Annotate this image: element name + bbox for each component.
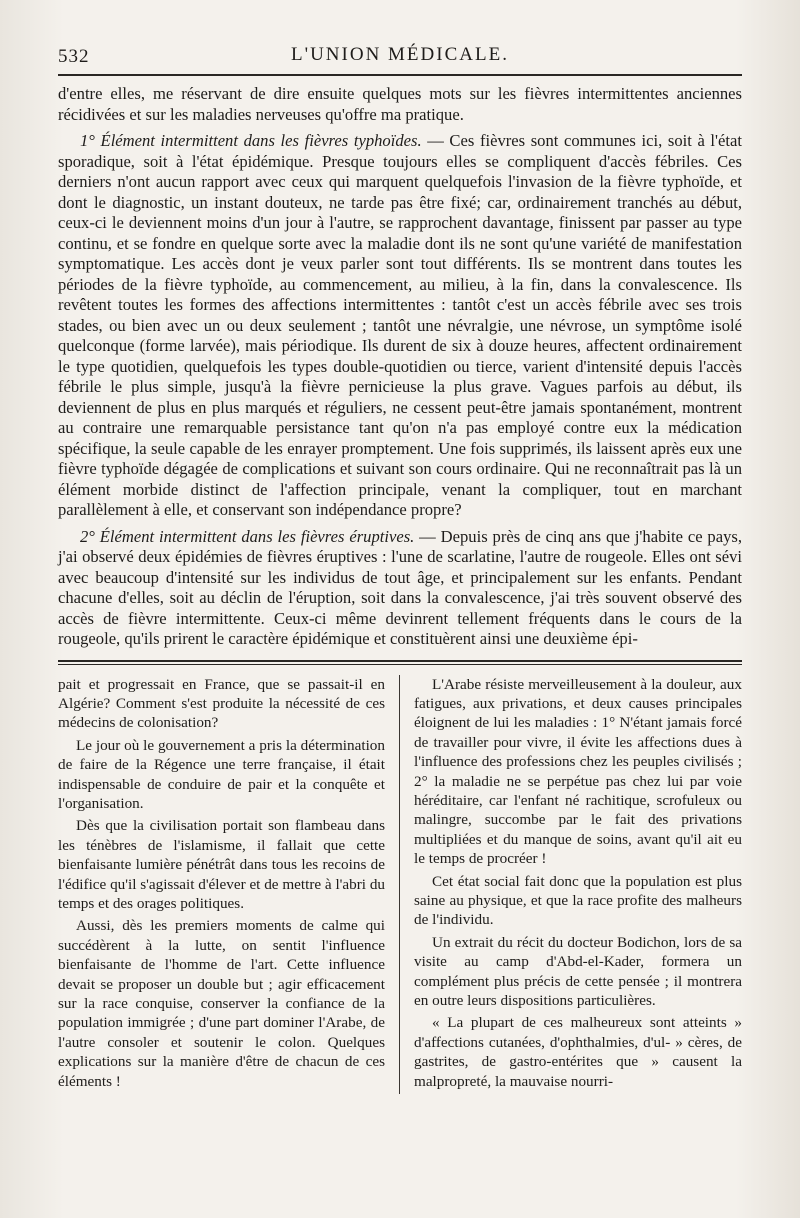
main-article <box>58 84 742 650</box>
section-heading-eruptive: 2° Élément intermittent dans les fièvres éruptives. <box>80 526 415 546</box>
feuilleton-divider <box>58 660 742 665</box>
feuilleton-left-paragraph: Aussi, dès les premiers moments de calme qui succédèrent à la lutte, on sentit l'influence bienfaisante de l'homme de l'art. Cette influence devait se proposer un double but ; agir efficacement sur la race conquise, conserver la confiance de la population immigrée ; d'une part dominer l'Arabe, de l'autre consoler et soutenir le colon. Quelques explications sur la manière d'être de chacun de ces éléments ! <box>58 917 385 1090</box>
feuilleton-quote: « La plupart de ces malheureux sont atteints » d'affections cutanées, d'ophthalmies, d'ul- » cères, de gastrites, de gastro-entérites que » causent la malpropreté, la mauvaise nourri- <box>414 1014 742 1090</box>
feuilleton-right-paragraph: Cet état social fait donc que la population est plus saine au physique, et que la race profite des malheurs de l'individu. <box>414 872 742 929</box>
feuilleton-left-paragraph: Dès que la civilisation portait son flambeau dans les ténèbres de l'islamisme, il fallait que cette bienfaisante lumière pénétrât dans tous les recoins de l'édifice qu'il s'agissait d'élever et de mettre à l'abri du temps et des orages politiques. <box>58 817 386 912</box>
journal-title: L'UNION MÉDICALE. <box>291 44 509 65</box>
paragraph-intro: d'entre elles, me réservant de dire ensuite quelques mots sur les fièvres intermittentes anciennes récidivées et sur les maladies nerveuses qu'offre ma pratique. <box>58 84 742 124</box>
section-body-typhoid: — Ces fièvres sont communes ici, soit à l'état sporadique, soit à l'état épidémique. Presque toujours elles se compliquent d'accès fébriles. Ces derniers n'ont aucun rapport avec ceux qui marquent quelquefois l'invasion de la fièvre typhoïde, et dont le diagnostic, un instant douteux, ne tarde pas être fixé; car, ordinairement tranchés au début, ceux-ci le deviennent moins d'un jour à l'autre, se rapprochent davantage, finissent par passer au type continu, et se fondre en quelque sorte avec la maladie dont ils ne sont qu'une variété de manifestation symptomatique. Les accès dont je veux parler sont tout différents. Ils se montrent dans toutes les périodes de la fièvre typhoïde, au commencement, au milieu, à la fin, dans la convalescence. Ils revêtent toutes les formes des affections intermittentes : tantôt c'est un accès fébrile avec ses trois stades, ou bien avec un ou deux seulement ; tantôt une névralgie, une névrose, un symptôme isolé quelconque (forme larvée), mais périodique. Ils durent de six à douze heures, affectent ordinairement le type quotidien, quelquefois les types double-quotidien ou tierce, varient d'intensité depuis l'accès fébrile le plus simple, jusqu'à la fièvre pernicieuse la plus grave. Vagues parfois au début, ils deviennent de plus en plus marqués et réguliers, ne cessent peut-être jamais spontanément, montrent au contraire une remarquable persistance tant qu'on n'a pas employé contre eux la médication spécifique, la seule capable de les enrayer promptement. Une fois supprimés, ils laissent après eux une fièvre typhoïde dégagée de complications et suivant son cours ordinaire. Qui ne reconnaîtrait pas là un élément morbide distinct de l'affection principale, venant la compliquer, tout en marchant parallèlement à elle, et conservant son indépendance propre? <box>58 131 742 519</box>
section-body-eruptive: — Depuis près de cinq ans que j'habite ce pays, j'ai observé deux épidémies de fièvres éruptives : l'une de scarlatine, l'autre de rougeole. Elles ont sévi avec beaucoup d'intensité sur les individus de tout âge, et principalement sur les enfants. Pendant chacune d'elles, soit au déclin de l'éruption, soit dans la convalescence, j'ai très souvent observé des accès de fièvre intermittente. Ceux-ci même devinrent tellement fréquents dans le cours de la rougeole, qu'ils prirent le caractère épidémique et constituèrent ainsi une deuxième épi- <box>58 526 742 648</box>
page-number: 532 <box>58 46 90 67</box>
section-heading-typhoid: 1° Élément intermittent dans les fièvres typhoïdes. <box>80 131 422 150</box>
feuilleton-left-paragraph: Le jour où le gouvernement a pris la détermination de faire de la Régence une terre française, il était indispensable de conduire de pair et la conquête et l'organisation. <box>58 736 385 812</box>
paragraph-typhoid <box>58 131 742 521</box>
feuilleton-left-paragraph: pait et progressait en France, que se passait-il en Algérie? Comment s'est produite la nécessité de ces médecins de colonisation? <box>58 675 385 732</box>
feuilleton-right-paragraph: L'Arabe résiste merveilleusement à la douleur, aux fatigues, aux privations, et deux causes principales éloignent de lui les maladies : 1° N'étant jamais forcé de travailler pour vivre, il évite les affections dues à l'influence des professions chez les peuples civilisés ; 2° la maladie ne se perpétue pas chez lui par voie héréditaire, car l'enfant né rachitique, scrofuleux ou malingre, succombe par le fait des privations multipliées et du manque de soins, avant qu'il ait eu le temps de procréer ! <box>414 675 742 868</box>
feuilleton <box>58 675 742 1095</box>
feuilleton-column-left <box>58 675 400 1095</box>
paragraph-eruptive <box>58 527 742 650</box>
running-head <box>58 40 742 76</box>
feuilleton-column-right <box>400 675 742 1095</box>
feuilleton-right-paragraph: Un extrait du récit du docteur Bodichon, lors de sa visite au camp d'Abd-el-Kader, formera un complément plus précis de cette pensée ; il montrera en outre leurs dispositions particulières. <box>414 933 742 1009</box>
